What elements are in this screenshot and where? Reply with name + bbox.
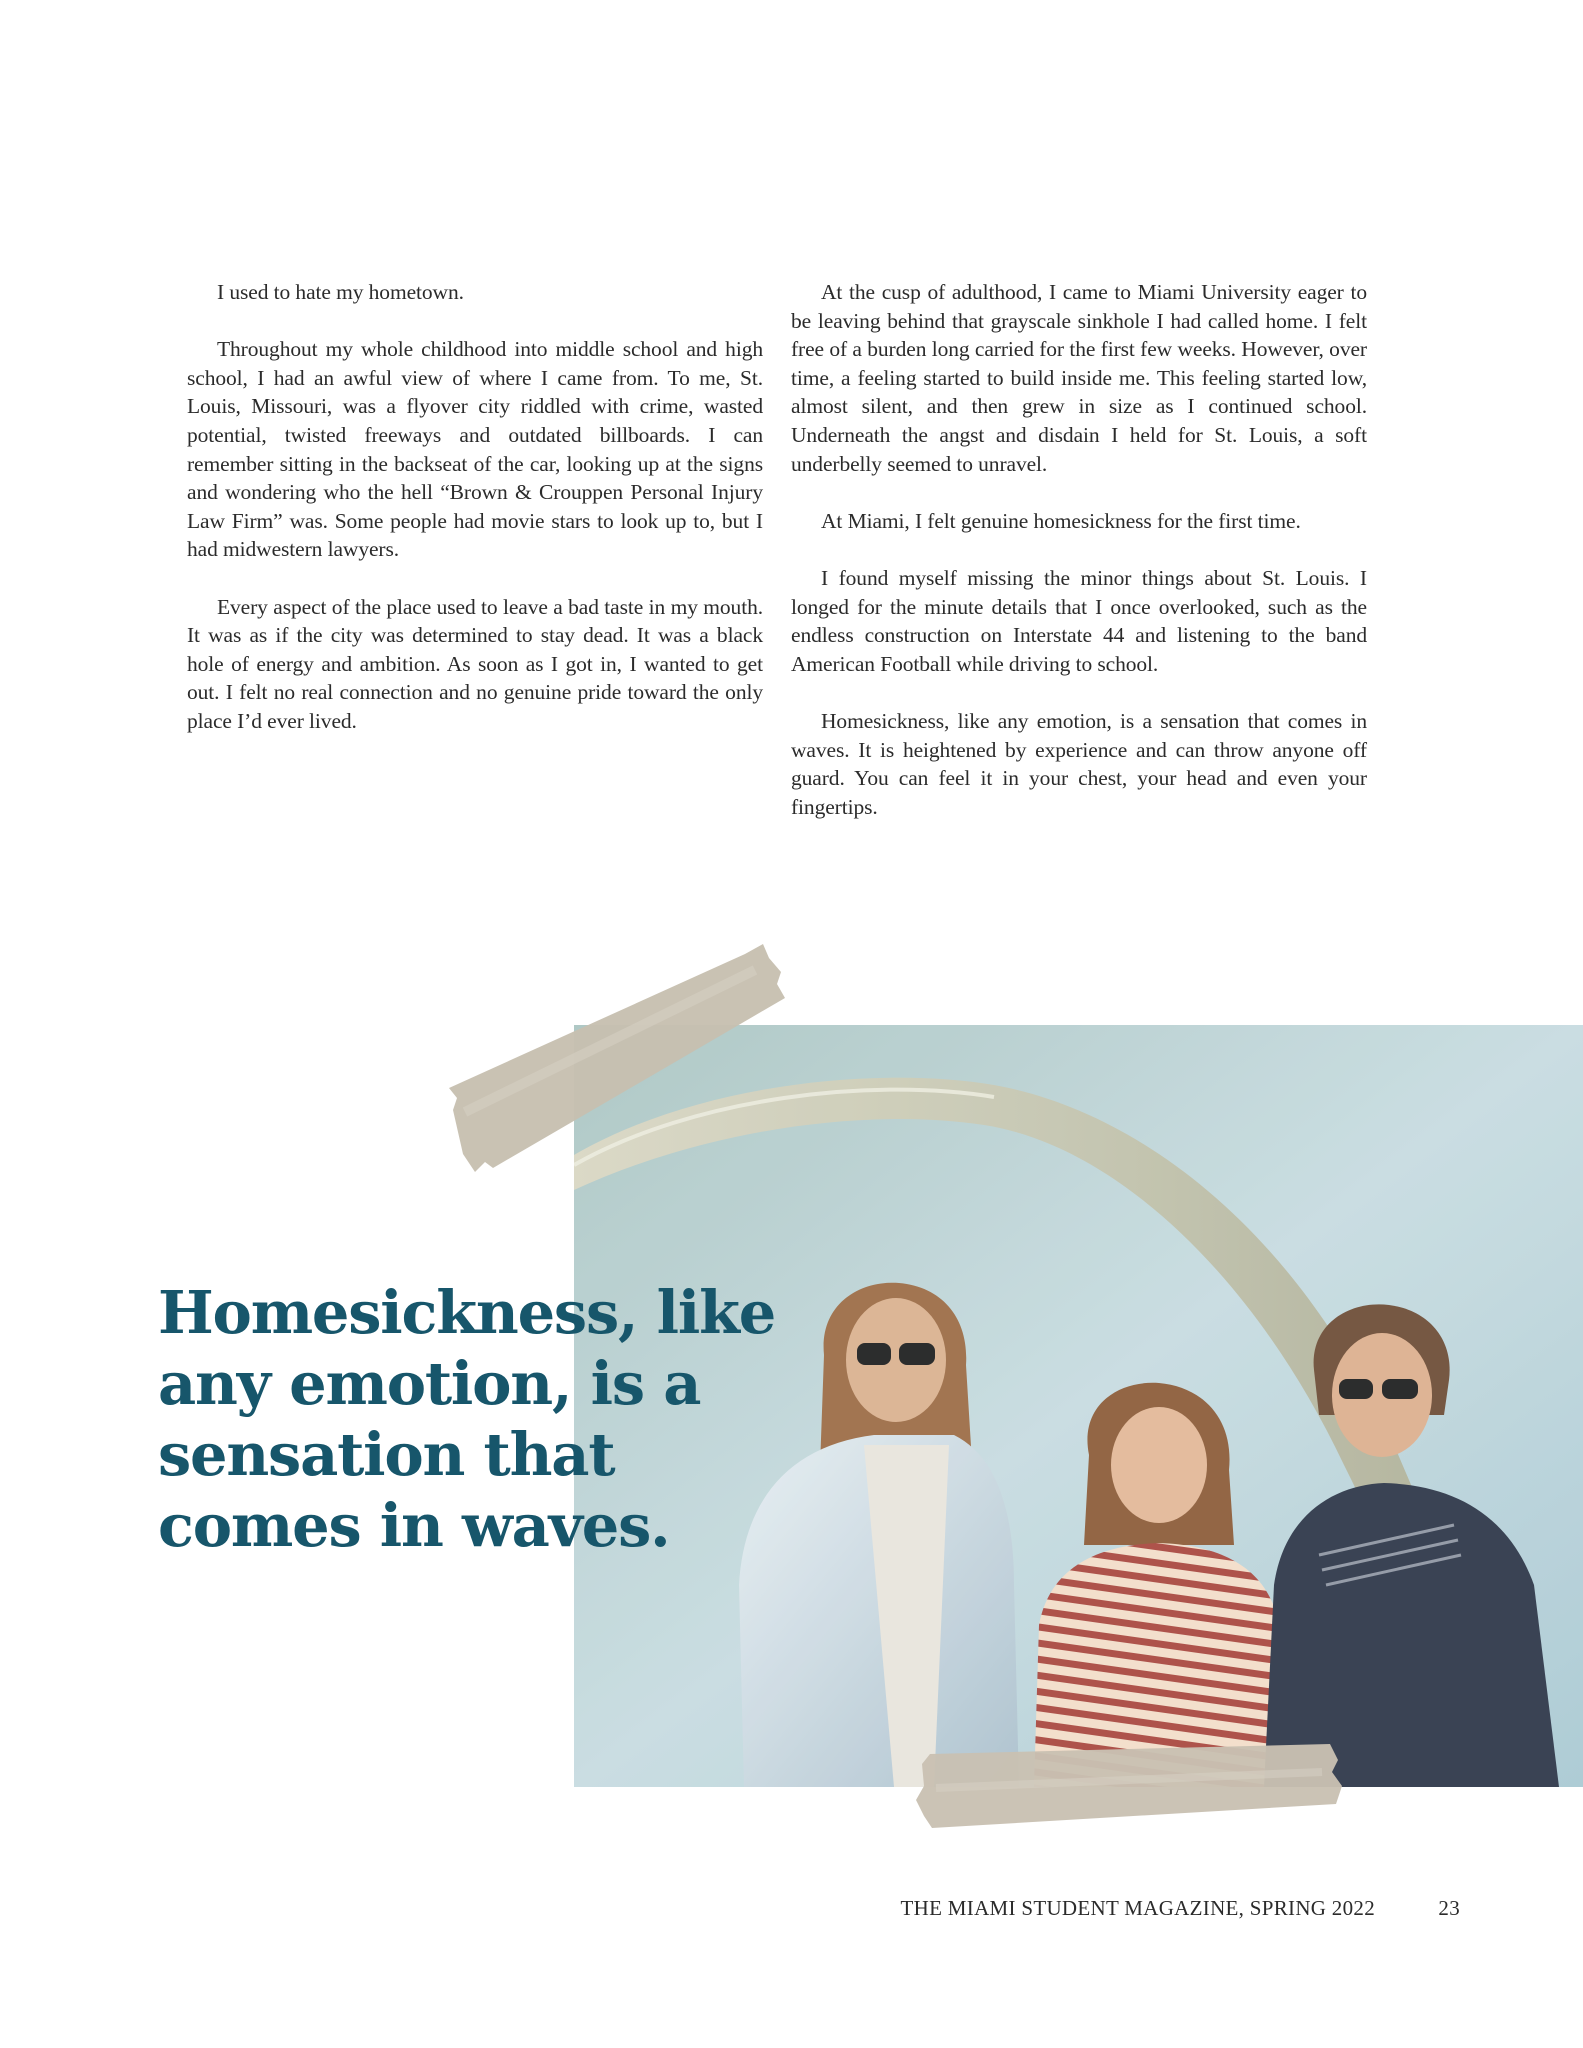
paragraph: Throughout my whole childhood into middle school and high school, I had an awful view of where I came from. To me, St. Louis, Missouri, was a flyover city riddled with crime, wasted potential, twisted freeways and outdated billboards. I can remember sitting in the backseat of the car, looking up at the signs and wondering who the hell “Brown & Crouppen Personal Injury Law Firm” was. Some people had movie stars to look up to, but I had midwestern lawyers. <box>187 337 763 562</box>
tape-illustration <box>912 1738 1348 1834</box>
paragraph: Homesickness, like any emotion, is a sensation that comes in waves. It is heightened by experience and can throw anyone off guard. You can feel it in your chest, your head and even your fingertips. <box>791 708 1367 819</box>
pull-quote-line: any emotion, is a <box>158 1349 701 1418</box>
paragraph: At Miami, I felt genuine homesickness for the first time. <box>821 508 1301 533</box>
paragraph: At the cusp of adulthood, I came to Miami University eager to be leaving behind that grayscale sinkhole I had called home. I felt free of a burden long carried for the first few weeks. However, over time, a feeling started to build inside me. This feeling started low, almost silent, and then grew in size as I continued school. Underneath the angst and disdain I held for St. Louis, a soft underbelly seemed to unravel. <box>791 280 1367 476</box>
tape-illustration <box>445 940 835 1180</box>
tape-strip-bottom <box>912 1738 1348 1834</box>
tape-strip-top <box>445 940 835 1180</box>
pull-quote <box>158 1277 818 1561</box>
paragraph: I used to hate my hometown. <box>217 280 464 304</box>
pull-quote-line: comes in waves. <box>158 1491 670 1560</box>
paragraph: I found myself missing the minor things about St. Louis. I longed for the minute details that I once overlooked, such as the endless construction on Interstate 44 and listening to the band American Football while driving to school. <box>791 565 1367 676</box>
pull-quote-line: sensation that <box>158 1420 615 1489</box>
page-number: 23 <box>1438 1896 1460 1920</box>
pull-quote-line: Homesickness, like <box>158 1278 776 1347</box>
article-column-right <box>791 278 1367 821</box>
article-column-left <box>187 278 763 736</box>
paragraph: Every aspect of the place used to leave a bad taste in my mouth. It was as if the city was determined to stay dead. It was a black hole of energy and ambition. As soon as I got in, I wanted to get out. I felt no real connection and no genuine pride toward the only place I’d ever lived. <box>187 594 763 733</box>
publication-title: THE MIAMI STUDENT MAGAZINE, SPRING 2022 <box>900 1896 1375 1920</box>
